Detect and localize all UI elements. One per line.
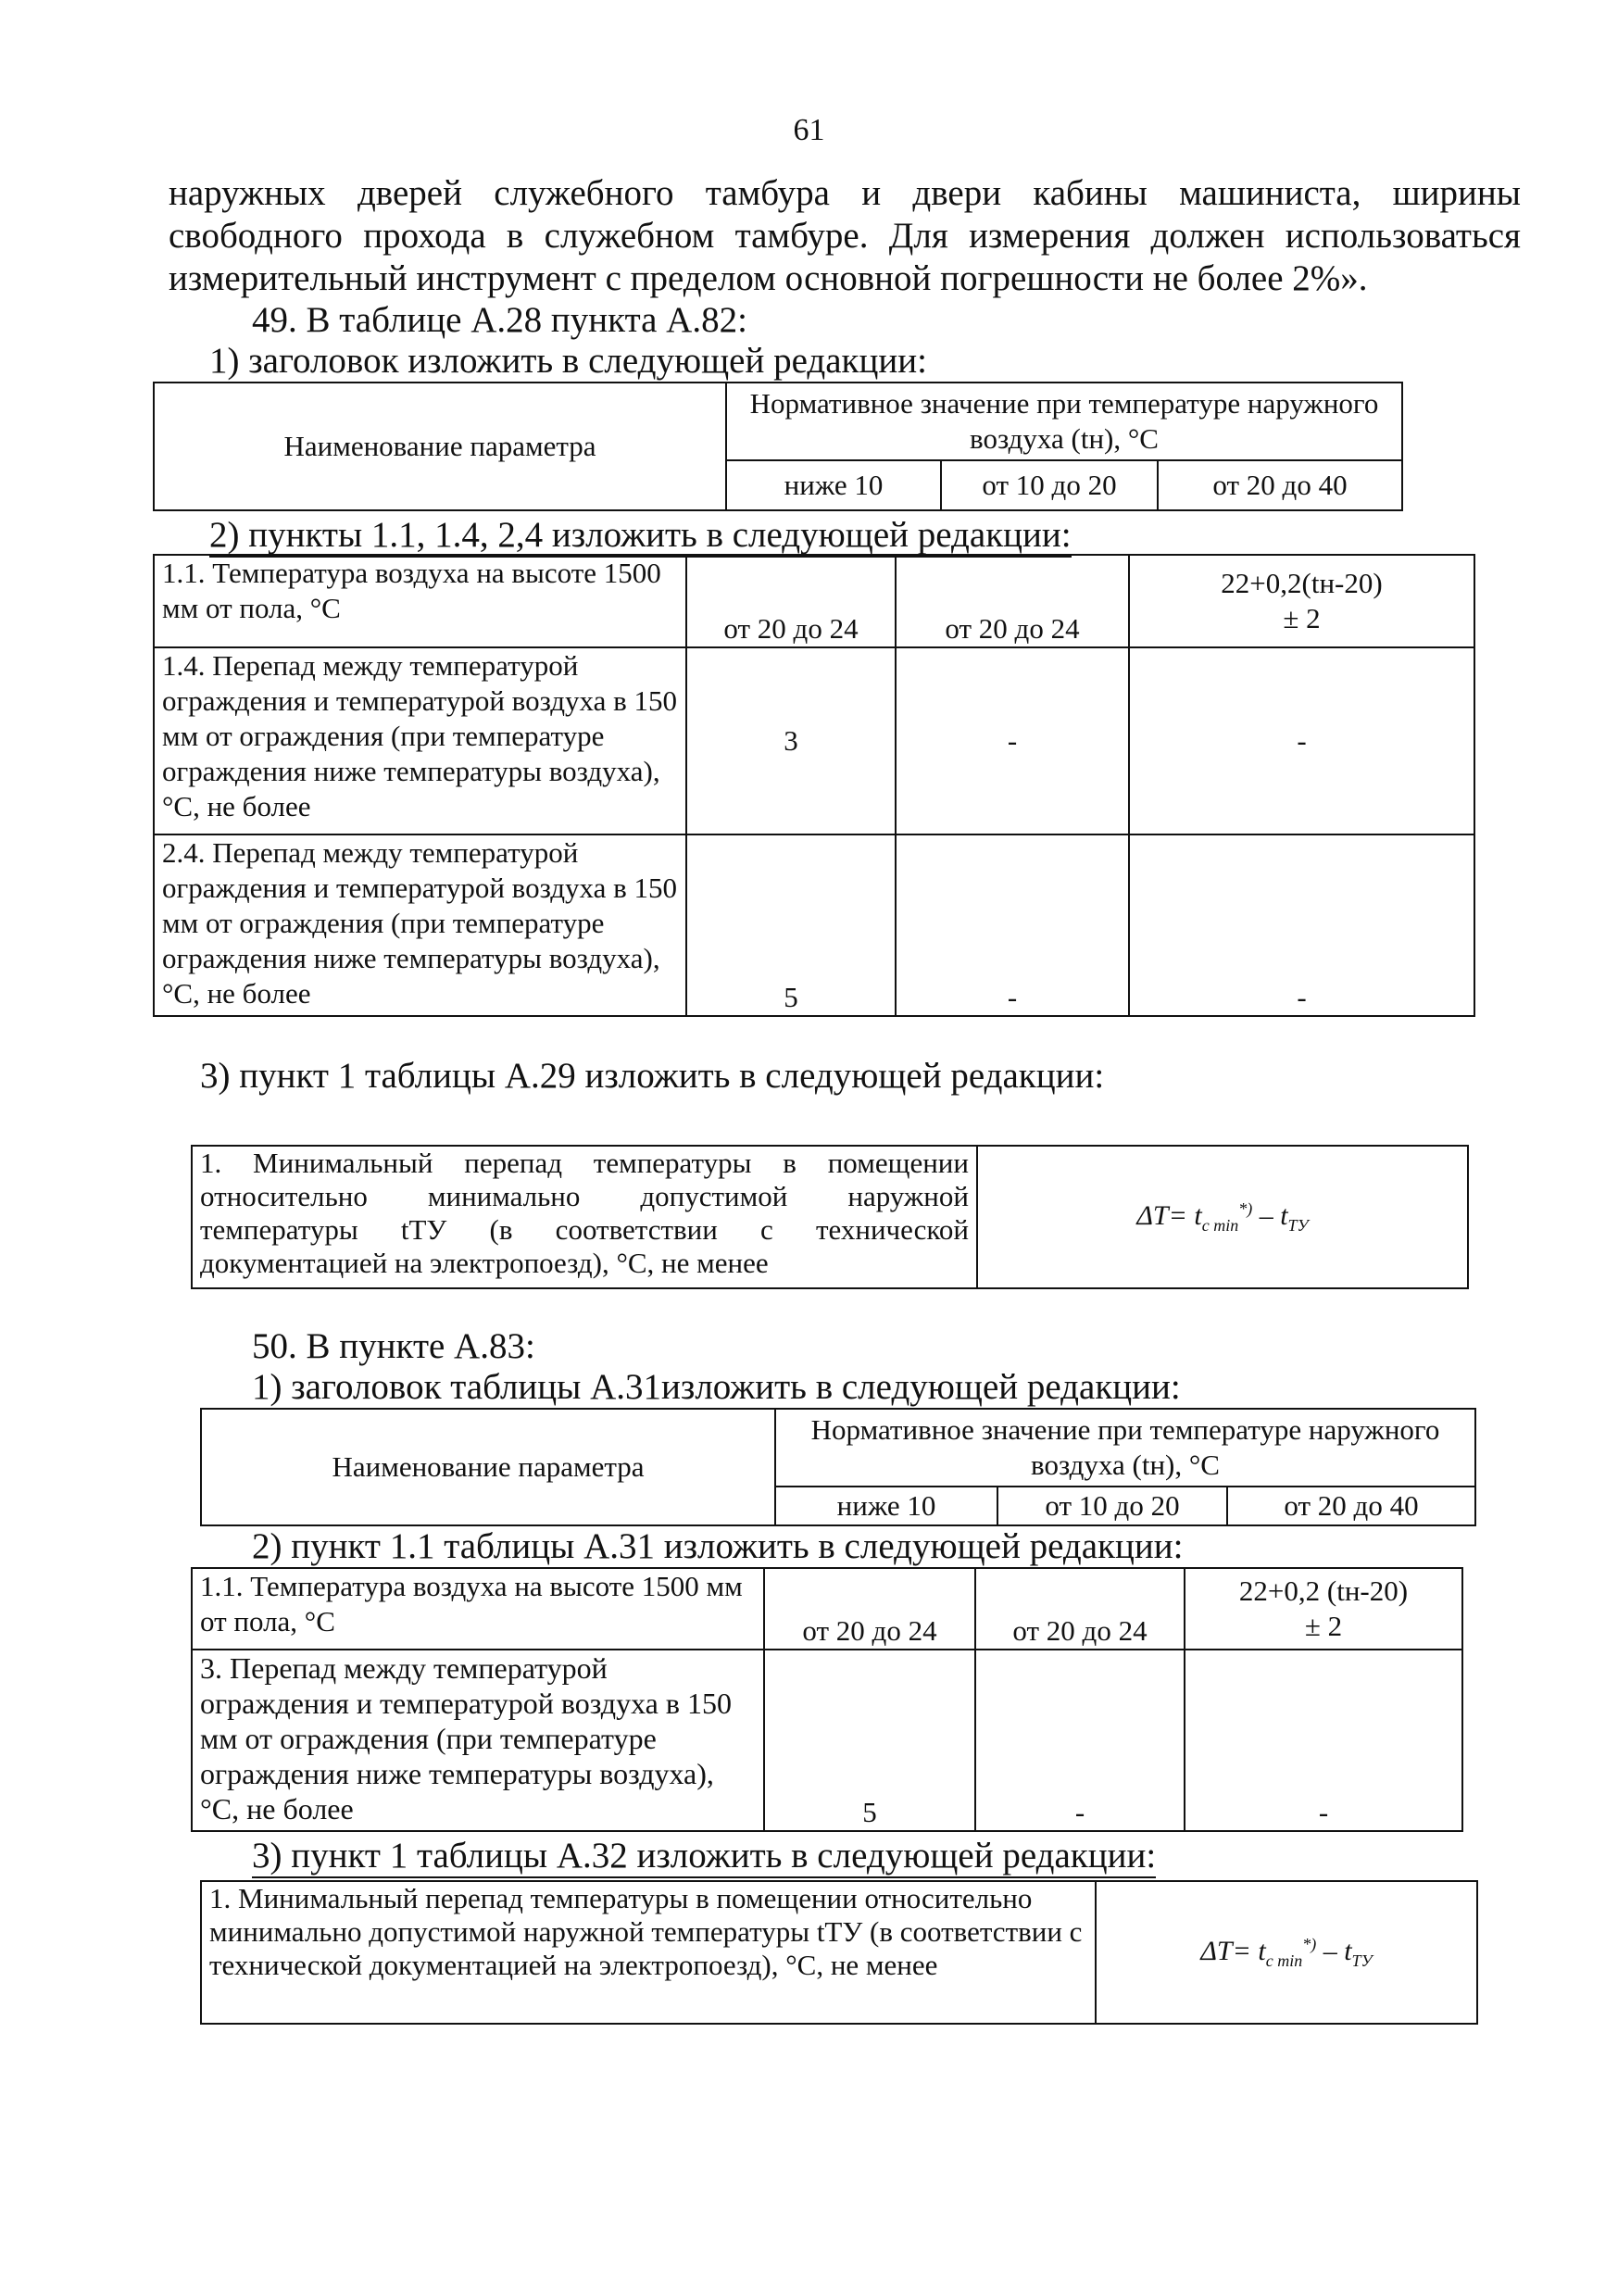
row-name: 1. Минимальный перепад температуры в помещении относительно минимально допустимой наружной температуры tТУ (в соответствии с технической документацией на электропоезд), °С, не менее bbox=[192, 1146, 977, 1288]
row-value-formula: 22+0,2 (tн-20) bbox=[1238, 1575, 1409, 1607]
row-value: от 20 до 24 bbox=[975, 1568, 1185, 1650]
header-group-cell: Нормативное значение при температуре наружного воздуха (tн), °С bbox=[726, 383, 1402, 460]
header-name-cell: Наименование параметра bbox=[154, 383, 726, 510]
table-row bbox=[154, 647, 1474, 834]
table-a29-row bbox=[191, 1145, 1469, 1289]
row-name: 1.4. Перепад между температурой ограждения и температурой воздуха в 150 мм от ограждения (при температуре ограждения ниже температуры воздуха), °С, не более bbox=[154, 647, 686, 834]
table-row bbox=[154, 834, 1474, 1016]
header-col2: от 10 до 20 bbox=[997, 1487, 1227, 1525]
row-value: - bbox=[1129, 647, 1474, 834]
item-50-title: 50. В пункте А.83: bbox=[252, 1326, 535, 1366]
table-row bbox=[201, 1881, 1477, 2024]
row-value-formula: 22+0,2(tн-20) bbox=[1221, 567, 1383, 599]
row-value bbox=[1185, 1568, 1462, 1650]
row-value: - bbox=[975, 1650, 1185, 1831]
row-value: 3 bbox=[686, 647, 896, 834]
row-value: 5 bbox=[764, 1650, 975, 1831]
table-a28-rows bbox=[153, 554, 1475, 1017]
row-value: от 20 до 24 bbox=[686, 555, 896, 647]
table-row bbox=[192, 1146, 1468, 1288]
table-row bbox=[192, 1568, 1462, 1650]
row-value: от 20 до 24 bbox=[896, 555, 1129, 647]
row-name: 3. Перепад между температурой ограждения и температурой воздуха в 150 мм от ограждения (при температуре ограждения ниже температуры воздуха), °С, не более bbox=[192, 1650, 764, 1831]
row-value: - bbox=[896, 834, 1129, 1016]
header-col1: ниже 10 bbox=[726, 460, 941, 510]
table-a32-row bbox=[200, 1880, 1478, 2025]
table-row bbox=[192, 1650, 1462, 1831]
item-50-sub2: 2) пункт 1.1 таблицы А.31 изложить в следующей редакции: bbox=[252, 1526, 1183, 1569]
row-value-tolerance: ± 2 bbox=[1283, 602, 1321, 634]
header-group-cell: Нормативное значение при температуре наружного воздуха (tн), °С bbox=[775, 1409, 1475, 1487]
row-name: 1. Минимальный перепад температуры в помещении относительно минимально допустимой наружной температуры tТУ (в соответствии с технической документацией на электропоезд), °С, не менее bbox=[201, 1881, 1096, 2024]
row-value bbox=[1129, 555, 1474, 647]
header-col2: от 10 до 20 bbox=[941, 460, 1158, 510]
row-name: 2.4. Перепад между температурой ограждения и температурой воздуха в 150 мм от ограждения (при температуре ограждения ниже температуры воздуха), °С, не более bbox=[154, 834, 686, 1016]
item-49-title: 49. В таблице А.28 пункта А.82: bbox=[252, 300, 747, 340]
header-name-cell: Наименование параметра bbox=[201, 1409, 775, 1525]
row-name: 1.1. Температура воздуха на высоте 1500 мм от пола, °С bbox=[154, 555, 686, 647]
delta-t-formula: $\Delta T= t_{c min}^{*)} - t_{ТУ}$ bbox=[977, 1146, 1468, 1288]
row-name: 1.1. Температура воздуха на высоте 1500 мм от пола, °С bbox=[192, 1568, 764, 1650]
row-value: - bbox=[1129, 834, 1474, 1016]
row-value: 5 bbox=[686, 834, 896, 1016]
header-col3: от 20 до 40 bbox=[1158, 460, 1402, 510]
row-value: - bbox=[896, 647, 1129, 834]
row-value: - bbox=[1185, 1650, 1462, 1831]
table-row bbox=[154, 555, 1474, 647]
header-col1: ниже 10 bbox=[775, 1487, 997, 1525]
row-value: от 20 до 24 bbox=[764, 1568, 975, 1650]
delta-t-formula: $\Delta T= t_{c min}^{*)} - t_{ТУ}$ bbox=[1096, 1881, 1477, 2024]
table-a31-header bbox=[200, 1408, 1476, 1526]
intro-paragraph: наружных дверей служебного тамбура и двери кабины машиниста, ширины свободного прохода в служебном тамбуре. Для измерения должен использоваться измерительный инструмент с пределом основной погрешности не более 2%». bbox=[169, 173, 1521, 298]
item-49-sub3: 3) пункт 1 таблицы А.29 изложить в следующей редакции: bbox=[200, 1056, 1105, 1096]
page-number: 61 bbox=[793, 113, 825, 147]
item-49-sub1: 1) заголовок изложить в следующей редакции: bbox=[209, 341, 927, 383]
row-value-tolerance: ± 2 bbox=[1304, 1610, 1343, 1642]
item-50-sub3: 3) пункт 1 таблицы А.32 изложить в следующей редакции: bbox=[252, 1836, 1156, 1878]
header-col3: от 20 до 40 bbox=[1227, 1487, 1475, 1525]
table-a31-rows bbox=[191, 1567, 1463, 1832]
item-50-sub1: 1) заголовок таблицы А.31изложить в следующей редакции: bbox=[252, 1367, 1181, 1410]
table-a28-header bbox=[153, 382, 1403, 511]
item-49-sub2: 2) пункты 1.1, 1.4, 2,4 изложить в следующей редакции: bbox=[209, 515, 1072, 558]
